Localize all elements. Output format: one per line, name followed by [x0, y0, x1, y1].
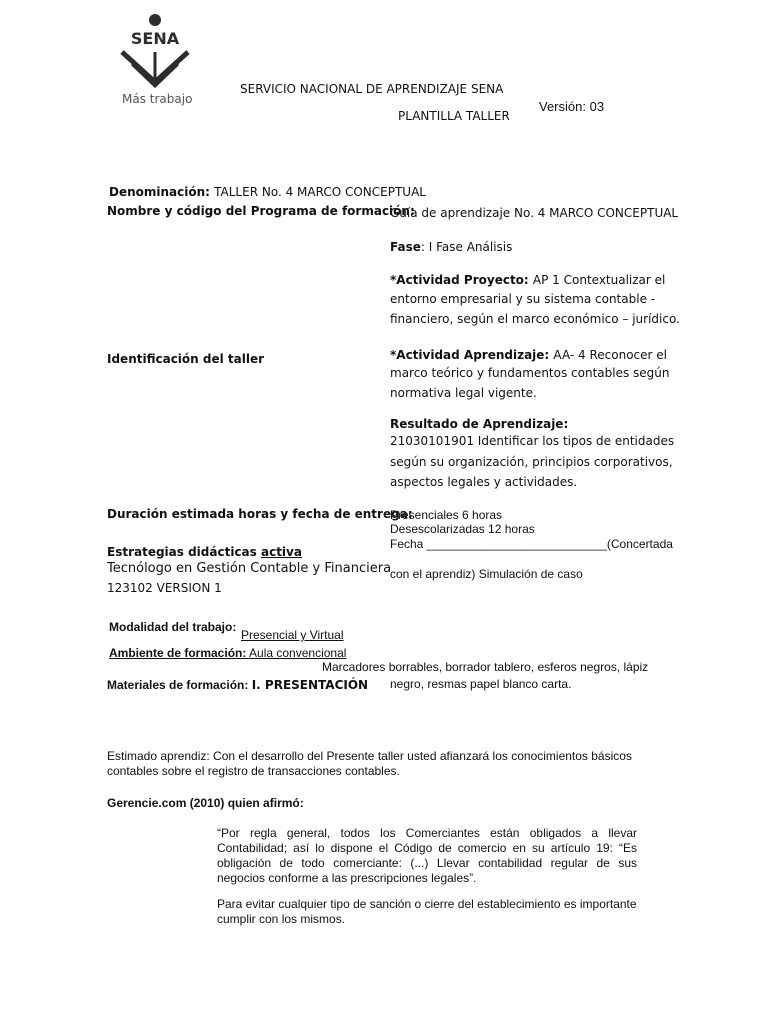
fase-row [390, 238, 512, 256]
actividad-aprendizaje-line2: marco teórico y fundamentos contables según [390, 366, 670, 380]
duracion-label: Duración estimada horas y fecha de entrega: [107, 507, 413, 521]
fase-label: Fase [390, 240, 421, 254]
svg-text:SENA: SENA [130, 29, 180, 48]
duracion-line3: Fecha ___________________________(Concertada [390, 537, 673, 551]
duracion-line1: Presenciales 6 horas [390, 508, 503, 522]
version-label: Versión: 03 [539, 99, 605, 114]
denominacion-row [109, 183, 426, 201]
resultado-line1: 21030101901 Identificar los tipos de entidades [390, 434, 675, 448]
estrategias-row [107, 543, 302, 561]
actividad-proyecto-line1: *Actividad Proyecto: AP 1 Contextualizar el [390, 273, 666, 287]
actividad-proyecto-label: *Actividad Proyecto: [390, 273, 533, 287]
identificacion-label: Identificación del taller [107, 352, 265, 366]
denominacion-value: TALLER No. 4 MARCO CONCEPTUAL [214, 185, 426, 199]
resultado-line2: según su organización, principios corporativos, [390, 455, 673, 469]
materiales-row [107, 676, 368, 694]
actividad-aprendizaje-line1: *Actividad Aprendizaje: AA- 4 Reconocer el [390, 348, 668, 362]
actividad-proyecto-line2: entorno empresarial y su sistema contable - [390, 292, 656, 306]
materiales-line1: Marcadores borrables, borrador tablero, esferos negros, lápiz [322, 660, 649, 674]
programa-nombre-line2: 123102 VERSION 1 [107, 581, 222, 595]
programa-nombre-line1: Tecnólogo en Gestión Contable y Financiera [107, 561, 392, 576]
actividad-aprendizaje-label: *Actividad Aprendizaje: [390, 348, 554, 362]
fase-value: : I Fase Análisis [420, 240, 513, 254]
actividad-aprendizaje-line3: normativa legal vigente. [390, 386, 537, 400]
ambiente-row [109, 644, 346, 662]
cierre-paragraph: Para evitar cualquier tipo de sanción o cierre del establecimiento es importante cumplir con los mismos. [217, 897, 637, 926]
ambiente-label: Ambiente de formación: [109, 646, 247, 660]
intro-paragraph: Estimado aprendiz: Con el desarrollo del Presente taller usted afianzará los conocimientos básicos contables sobre el registro de transacciones contables. [107, 749, 632, 778]
duracion-line4: con el aprendiz) Simulación de caso [390, 567, 583, 581]
actividad-proyecto-line3: financiero, según el marco económico – jurídico. [390, 312, 680, 326]
modalidad-label: Modalidad del trabajo: [109, 620, 237, 634]
materiales-label: Materiales de formación: [107, 678, 252, 692]
presentacion-heading: I. PRESENTACIÓN [251, 678, 369, 692]
template-title: PLANTILLA TALLER [398, 109, 510, 123]
duracion-line2: Desescolarizadas 12 horas [390, 522, 535, 536]
cita-paragraph: “Por regla general, todos los Comerciantes están obligados a llevar Contabilidad; así lo dispone el Código de comercio en su artículo 19: “Es obligación de todo comerciante: (...) Llevar contabilidad regular de sus negocios conforme a las prescripciones legales”. [217, 826, 637, 885]
programa-value: Guía de aprendizaje No. 4 MARCO CONCEPTUAL [390, 206, 679, 220]
estrategias-value: activa [260, 545, 302, 559]
logo-tagline: Más trabajo [122, 92, 193, 106]
estrategias-label: Estrategias didácticas [107, 545, 261, 559]
ambiente-value: Aula convencional [246, 646, 347, 660]
programa-label: Nombre y código del Programa de formación: [107, 204, 415, 218]
institution-title: SERVICIO NACIONAL DE APRENDIZAJE SENA [240, 82, 504, 96]
resultado-line3: aspectos legales y actividades. [390, 475, 578, 489]
modalidad-value: Presencial y Virtual [241, 628, 344, 642]
materiales-line2: negro, resmas papel blanco carta. [390, 677, 572, 691]
cita-autor: Gerencie.com (2010) quien afirmó: [107, 796, 304, 810]
denominacion-label: Denominación: [109, 185, 215, 199]
resultado-label: Resultado de Aprendizaje: [390, 417, 569, 431]
